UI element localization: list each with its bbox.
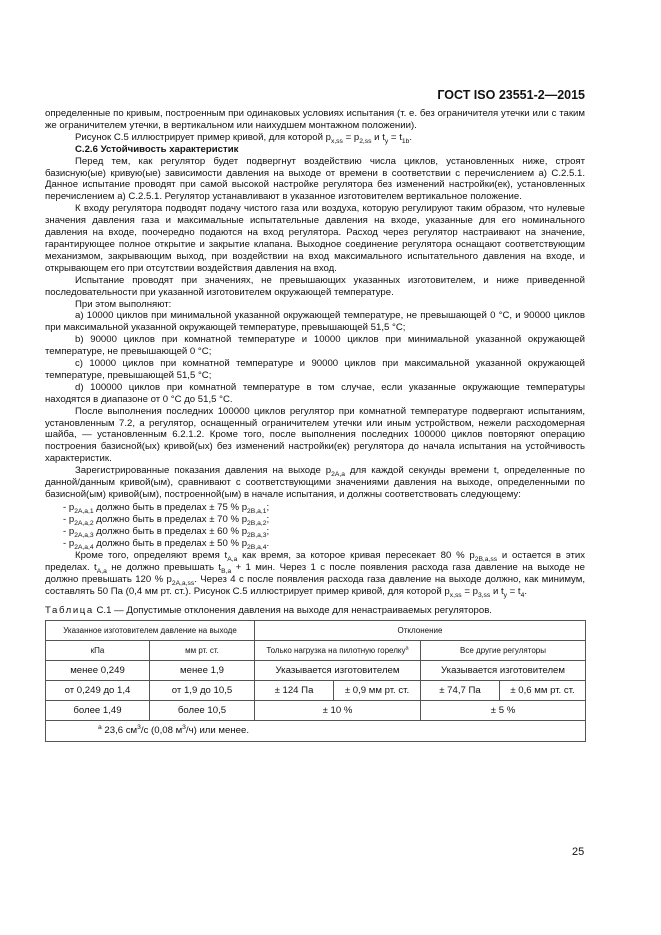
deviation-table — [45, 620, 586, 742]
paragraph: Испытание проводят при значениях, не превышающих указанных изготовителем, и ниже приведенной последовательности при указанной изготовителем окружающей температуре. — [45, 274, 585, 298]
paragraph: Кроме того, определяют время $t_{A,a}$ как время, за которое кривая пересекает 80 % $p_{2B,a,ss}$ и остается в этих пределах. $t_{A,a}$ не должно превышать $t_{B,a} + 1$ мин. Через 1 с после появления расхода газа давление на выходе не должно превышать 120 % $p_{2A,a,ss}$. Через 4 с после появления расхода газа давление на выходе должно, как минимум, составлять 50 Па (0,4 мм рт. ст.). Рисунок С.5 иллюстрирует пример кривой, для которой $p_{x,ss} = p_{3,ss}$ и $t_y = t_4$. — [45, 549, 585, 599]
table-cell: ± 74,7 Па — [421, 681, 500, 701]
table-cell: ± 124 Па — [255, 681, 334, 701]
table-row — [46, 701, 586, 721]
paragraph: Перед тем, как регулятор будет подвергнут воздействию числа циклов, установленных ниже, строят базисную(ые) кривую(ые) зависимости давления на выходе от времени в соответствии с перечислением а) С.2.5.1. Данное испытание проводят при самой высокой настройке регулятора без изменений настройки(ек), установленных перечислением а) С.2.5.1. Регулятор устанавливают в указанное изготовителем вертикальное положение. — [45, 155, 585, 203]
table-header: Только нагрузка на пилотную горелку$^a$ — [255, 641, 421, 661]
table-header: мм рт. ст. — [150, 641, 255, 661]
table-header: кПа — [46, 641, 150, 661]
list-item-c: с) 10000 циклов при комнатной температуре и 90000 циклов при максимальной указанной окружающей температуре, превышающей 51,5 °С; — [45, 358, 585, 381]
list-item-b: b) 90000 циклов при комнатной температуре и 10000 циклов при минимальной указанной окружающей температуре, не превышающей 0 °С; — [45, 334, 585, 358]
table-cell: ± 0,9 мм рт. ст. — [334, 681, 421, 701]
table-cell: Указывается изготовителем — [421, 661, 586, 681]
list-item: - $p_{2A,a,4}$ должно быть в пределах ± 50 % $p_{2B,a,4}$. — [63, 537, 270, 551]
document-body — [45, 108, 585, 742]
list-item-d: d) 100000 циклов при комнатной температуре в том случае, если указанные окружающие температуры находятся в диапазоне от 0 °С до 51,5 °С. — [45, 381, 585, 405]
list-item: - $p_{2A,a,2}$ должно быть в пределах ± 70 % $p_{2B,a,2}$; — [63, 513, 270, 527]
list-item-a: а) 10000 циклов при минимальной указанной окружающей температуре, не превышающей 0 °С, и 90000 циклов при максимальной указанной окружающей температуре, превышающей 51,5 °С; — [45, 310, 585, 334]
paragraph: При этом выполняют: — [75, 298, 172, 310]
paragraph: После выполнения последних 100000 циклов регулятор при комнатной температуре подвергают испытаниям, установленным 7.2, а регулятор, оснащенный ограничителем утечки или иным устройством, нежели расходомерная шайба, — установленным 6.2.1.2. Кроме того, после выполнения последних 100000 циклов повторяют операцию построения базисной(ых) кривой(ых) без изменений настройки(ек) регулятора до начала испытания на устойчивость характеристик. — [45, 405, 585, 465]
table-header: Все другие регуляторы — [421, 641, 586, 661]
table-footnote: $^a$ 23,6 $см^3/с$ (0,08 $м^3/ч$) или менее. — [46, 721, 586, 742]
table-cell: менее 1,9 — [150, 661, 255, 681]
table-cell: более 10,5 — [150, 701, 255, 721]
paragraph: Зарегистрированные показания давления на выходе $p_{2A,a}$ для каждой секунды времени t, определенные по данной/данным кривой(ым), сравнивают с соответствующими значениями давления на выходе, определенными по базисной(ым) кривой(ым), построенной(ым) в начале испытания, и должны соответствовать следующему: — [45, 465, 585, 500]
table-cell: менее 0,249 — [46, 661, 150, 681]
requirements-list — [63, 502, 585, 550]
table-cell: более 1,49 — [46, 701, 150, 721]
list-item: - $p_{2A,a,3}$ должно быть в пределах ± 60 % $p_{2B,a,3}$; — [63, 525, 270, 539]
table-caption: Таблица С.1 — Допустимые отклонения давления на выходе для ненастраиваемых регуляторов. — [45, 604, 492, 616]
list-item: - $p_{2A,a,1}$ должно быть в пределах ± 75 % $p_{2B,a,1}$; — [63, 501, 270, 515]
table-cell: Указывается изготовителем — [255, 661, 421, 681]
table-row — [46, 681, 586, 701]
table-cell: от 0,249 до 1,4 — [46, 681, 150, 701]
table-cell: ± 0,6 мм рт. ст. — [500, 681, 586, 701]
table-header: Отклонение — [255, 621, 586, 641]
figure-reference: Рисунок С.5 иллюстрирует пример кривой, для которой $p_{x,ss} = p_{2,ss}$ и $t_y = t_{1b}$. — [75, 131, 413, 145]
section-heading: С.2.6 Устойчивость характеристик — [75, 143, 239, 155]
table-cell: от 1,9 до 10,5 — [150, 681, 255, 701]
table-header: Указанное изготовителем давление на выходе — [46, 621, 255, 641]
page-number: 25 — [572, 846, 585, 858]
paragraph: К входу регулятора подводят подачу чистого газа или воздуха, которую регулируют таким образом, что нулевые значения давления газа и максимальные испытательные давления на входе, указанные для его номинального давления на входе, поочередно подаются на вход регулятора. Расход через регулятор настраивают на значение, гарантирующее полное открытие и закрытие клапана. Выходное соединение регулятора оснащают соответствующим механизмом, закрывающим выход, при воздействии на вход максимального испытательного давления на входе, и открывающем его при отсутствии воздействия давления на вход. — [45, 203, 585, 274]
table-row — [46, 661, 586, 681]
table-cell: ± 10 % — [255, 701, 421, 721]
table-cell: ± 5 % — [421, 701, 586, 721]
document-header: ГОСТ ISO 23551-2—2015 — [437, 88, 585, 102]
paragraph: определенные по кривым, построенным при одинаковых условиях испытания (т. е. без ограничителя утечки или с таким же ограничителем утечки, в вертикальном или наихудшем монтажном положении). — [45, 108, 585, 131]
